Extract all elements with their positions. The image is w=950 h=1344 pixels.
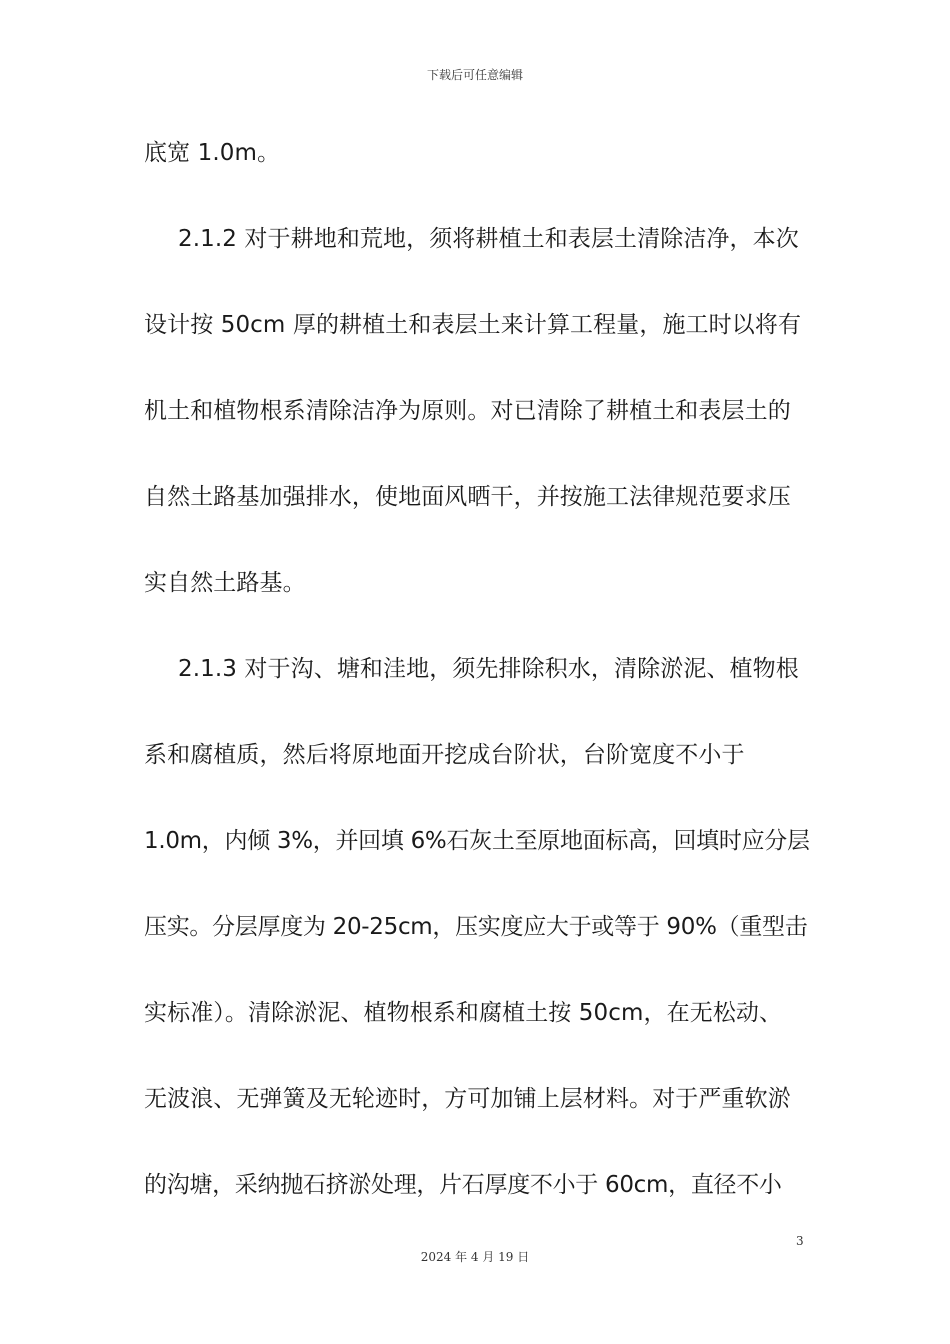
text-line: 自然土路基加强排水，使地面风晒干，并按施工法律规范要求压 <box>144 484 791 510</box>
text-line: 1.0m，内倾 3%，并回填 6%石灰土至原地面标高，回填时应分层 <box>144 828 810 854</box>
page-footer-date: 2024 年 4 月 19 日 <box>420 1250 530 1264</box>
text-line: 设计按 50cm 厚的耕植土和表层土来计算工程量，施工时以将有 <box>144 312 802 338</box>
text-line: 2.1.2 对于耕地和荒地，须将耕植土和表层土清除洁净，本次 <box>178 226 799 252</box>
text-line: 系和腐植质，然后将原地面开挖成台阶状，台阶宽度不小于 <box>144 742 745 768</box>
text-line: 压实。分层厚度为 20-25cm，压实度应大于或等于 90%（重型击 <box>144 914 808 940</box>
text-line: 2.1.3 对于沟、塘和洼地，须先排除积水，清除淤泥、植物根 <box>178 656 799 682</box>
text-line: 实标准）。清除淤泥、植物根系和腐植土按 50cm，在无松动、 <box>144 1000 783 1026</box>
page-number: 3 <box>796 1234 804 1248</box>
document-body <box>144 128 808 1246</box>
text-line: 实自然土路基。 <box>144 570 306 596</box>
text-line: 的沟塘，采纳抛石挤淤处理，片石厚度不小于 60cm，直径不小 <box>144 1172 782 1198</box>
text-line: 无波浪、无弹簧及无轮迹时，方可加铺上层材料。对于严重软淤 <box>144 1086 791 1112</box>
text-line: 机土和植物根系清除洁净为原则。对已清除了耕植土和表层土的 <box>144 398 791 424</box>
page-header: 下载后可任意编辑 <box>426 68 523 82</box>
text-line: 底宽 1.0m。 <box>144 140 281 166</box>
